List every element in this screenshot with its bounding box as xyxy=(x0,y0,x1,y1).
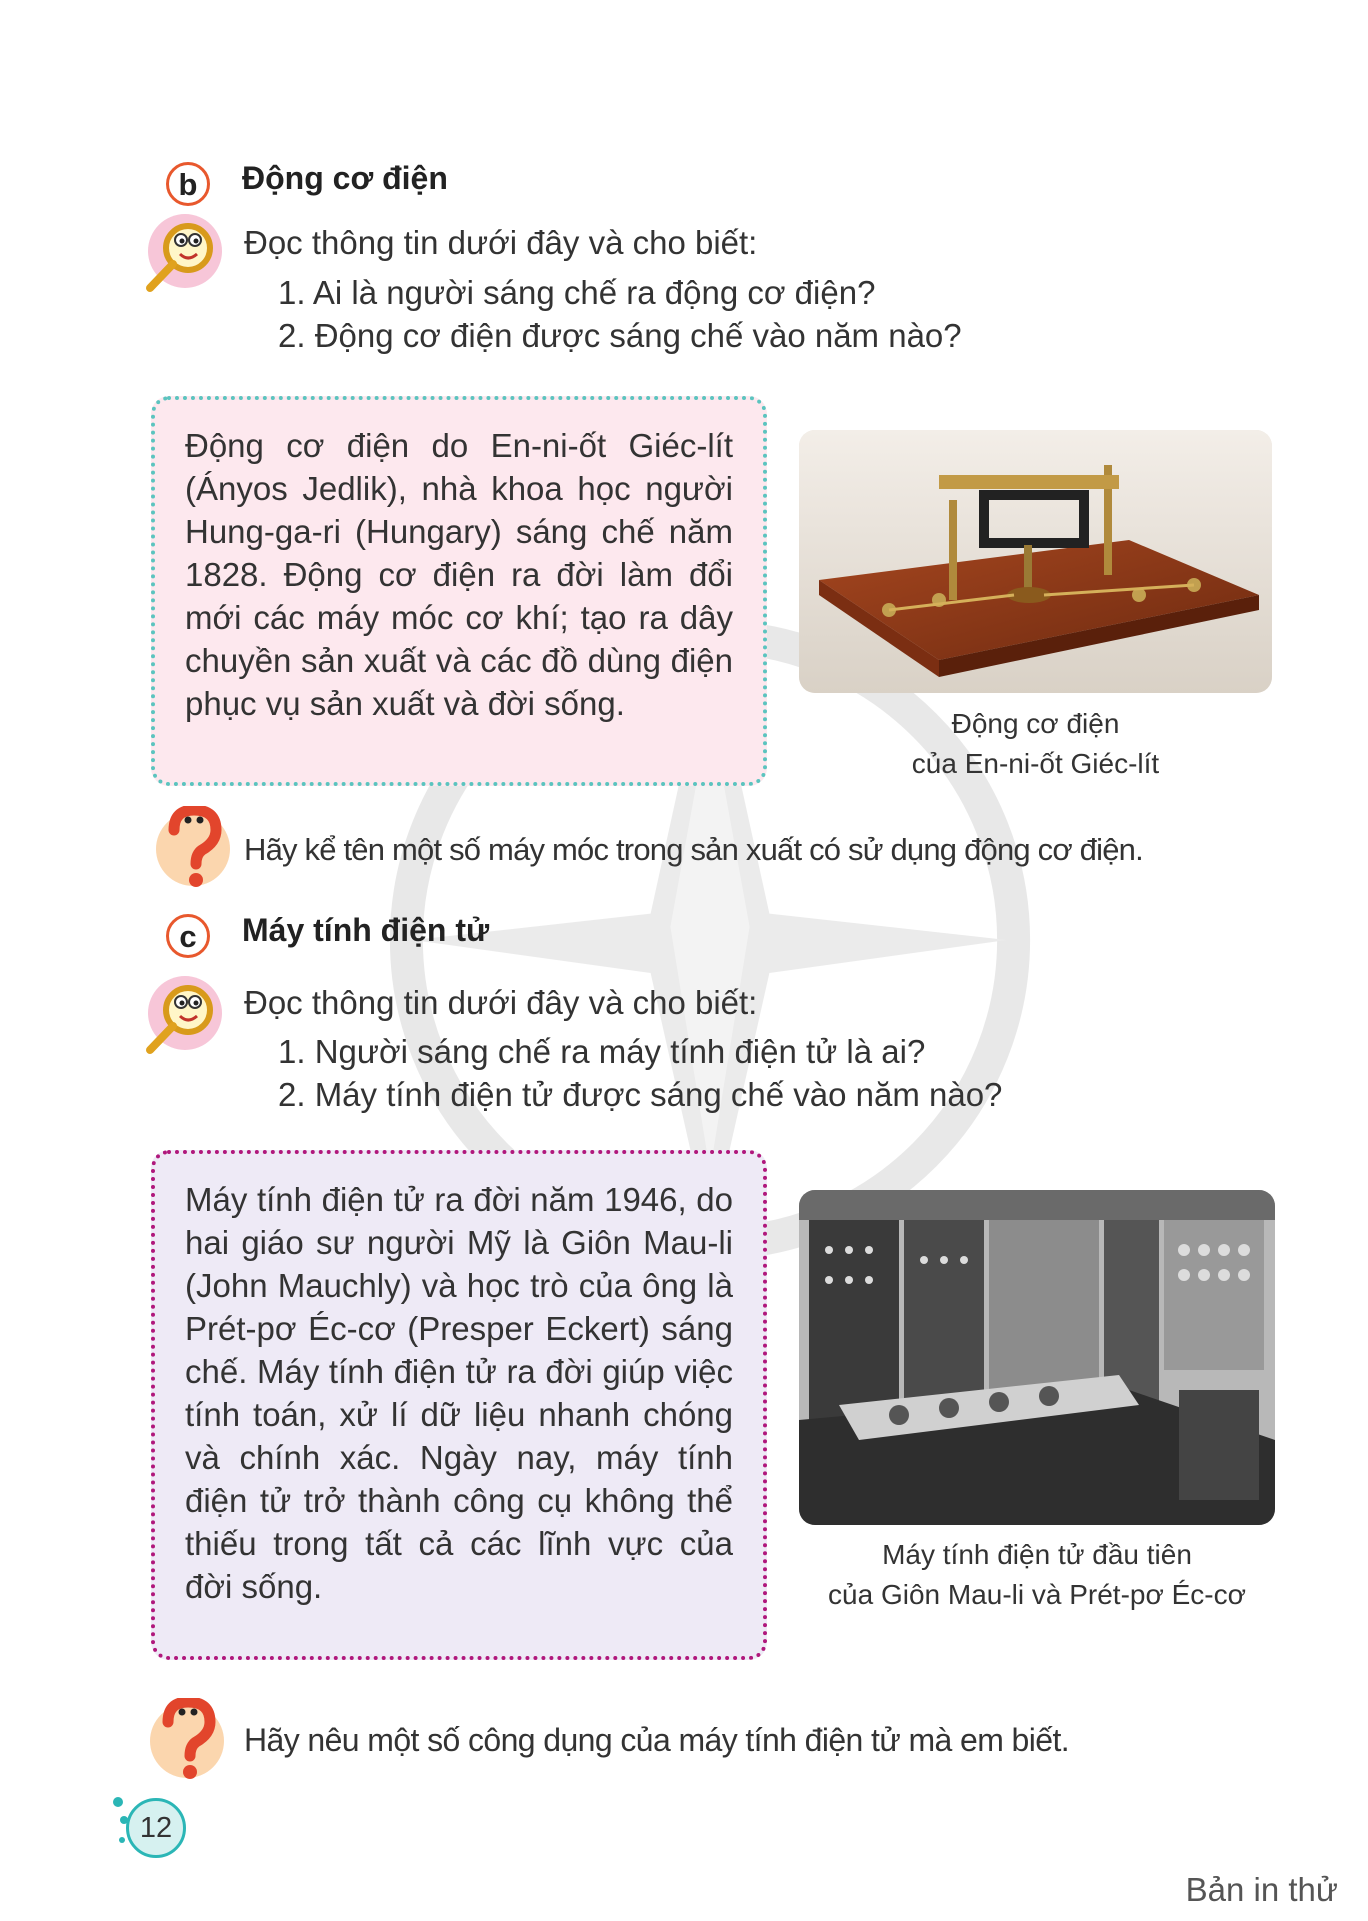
section-c-letter: c xyxy=(179,918,197,954)
section-c-info-text: Máy tính điện tử ra đời năm 1946, do hai giáo sư người Mỹ là Giôn Mau-li (John Mauchly) và học trò của ông là Prét-pơ Éc-cơ (Presper Eckert) sáng chế. Máy tính điện tử ra đời giúp việc tính toán, xử lí dữ liệu nhanh chóng và chính xác. Ngày nay, máy tính điện tử trở thành công cụ không thể thiếu trong tất cả các lĩnh vực của đời sống. xyxy=(185,1181,733,1605)
section-c-prompt: Đọc thông tin dưới đây và cho biết: xyxy=(244,984,758,1021)
electric-motor-photo xyxy=(799,430,1272,693)
eniac-computer-caption xyxy=(799,1535,1275,1615)
page-number: 12 xyxy=(126,1798,186,1858)
section-b-title: Động cơ điện xyxy=(242,160,448,196)
electric-motor-caption xyxy=(799,704,1272,784)
electric-motor-caption-line-1: Động cơ điện xyxy=(951,708,1120,739)
section-c-question-1: 1. Người sáng chế ra máy tính điện tử là ai? xyxy=(278,1033,926,1070)
section-c-info-box xyxy=(151,1150,767,1660)
section-b-info-box xyxy=(151,396,767,786)
section-c-badge xyxy=(166,914,210,958)
eniac-computer-caption-line-2: của Giôn Mau-li và Prét-pơ Éc-cơ xyxy=(828,1579,1246,1610)
section-b-prompt: Đọc thông tin dưới đây và cho biết: xyxy=(244,224,758,261)
section-b-info-text: Động cơ điện do En-ni-ốt Giéc-lít (Ányos Jedlik), nhà khoa học người Hung-ga-ri (Hungary) sáng chế năm 1828. Động cơ điện ra đời làm đổi mới các máy móc cơ khí; tạo ra dây chuyền sản xuất và các đồ dùng điện phục vụ sản xuất và đời sống. xyxy=(185,427,733,722)
eniac-computer-photo xyxy=(799,1190,1275,1525)
section-b-letter: b xyxy=(178,166,198,202)
draft-label: Bản in thử xyxy=(1185,1871,1338,1908)
eniac-computer-caption-line-1: Máy tính điện tử đầu tiên xyxy=(882,1539,1192,1570)
page-number-badge xyxy=(108,1794,198,1860)
section-b-question-2: 2. Động cơ điện được sáng chế vào năm nào? xyxy=(278,317,962,354)
section-b-badge xyxy=(166,162,210,206)
section-c-discussion-question: Hãy nêu một số công dụng của máy tính điện tử mà em biết. xyxy=(244,1722,1070,1758)
section-c-question-2: 2. Máy tính điện tử được sáng chế vào năm nào? xyxy=(278,1076,1003,1113)
section-b-discussion-question: Hãy kể tên một số máy móc trong sản xuất có sử dụng động cơ điện. xyxy=(244,832,1143,867)
electric-motor-caption-line-2: của En-ni-ốt Giéc-lít xyxy=(911,748,1160,779)
section-b-question-1: 1. Ai là người sáng chế ra động cơ điện? xyxy=(278,274,876,311)
section-c-title: Máy tính điện tử xyxy=(242,912,490,948)
